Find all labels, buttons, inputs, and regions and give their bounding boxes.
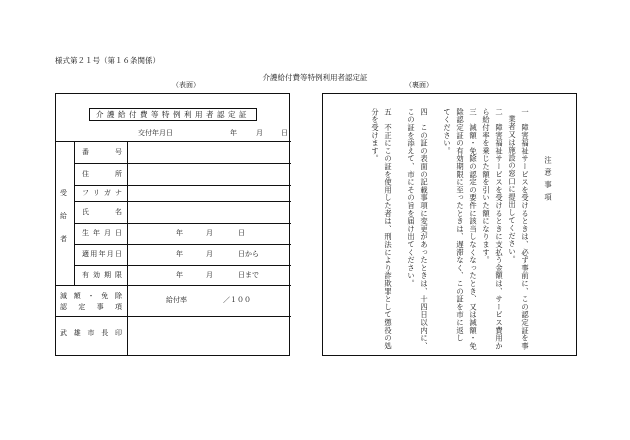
valid-month-unit: 月 bbox=[206, 271, 213, 279]
note-line-1: 一 障害福祉サービスを受けるときは、必ず事前に、この認定証を事 bbox=[521, 108, 530, 350]
issue-month-unit: 月 bbox=[256, 129, 263, 137]
valid-year-unit: 年 bbox=[176, 271, 183, 279]
front-card bbox=[55, 93, 290, 356]
issue-date-label: 交付年月日 bbox=[138, 129, 173, 137]
benefit-rate-label: 給付率 bbox=[166, 296, 187, 304]
certificate-title: 介護給付費等特例利用者認定証 bbox=[89, 108, 257, 121]
field-birth-date-label: 生年月日 bbox=[82, 229, 122, 237]
issue-year-unit: 年 bbox=[230, 129, 237, 137]
benefit-rate-suffix: ／１００ bbox=[223, 296, 251, 304]
recipient-group-label-3: 者 bbox=[60, 235, 67, 243]
note-line-6: 除認定証の有効期限に至ったときは、遅滞なく、この証を市に返し bbox=[456, 108, 465, 342]
note-line-3: 二 障害福祉サービスを受けるときに支払う金額は、サービス費用か bbox=[495, 108, 504, 350]
birth-year-unit: 年 bbox=[176, 229, 183, 237]
recipient-group-label-1: 受 bbox=[60, 189, 67, 197]
field-address-label: 住所 bbox=[82, 170, 122, 178]
applicable-from-unit: 日から bbox=[238, 250, 259, 258]
note-line-8: 四 この証の表面の記載事項に変更があったときは、十四日以内に、 bbox=[420, 108, 429, 350]
reduction-label-line-1: 減額・免除 bbox=[60, 292, 122, 300]
birth-month-unit: 月 bbox=[206, 229, 213, 237]
issue-day-unit: 日 bbox=[281, 129, 288, 137]
field-valid-until-label: 有効期限 bbox=[82, 271, 122, 279]
note-line-2: 業者又は施設の窓口に提出してください。 bbox=[508, 115, 517, 264]
note-line-9: この証を添えて、市にその旨を届け出てください。 bbox=[407, 108, 416, 288]
mayor-seal-label: 武雄市長印 bbox=[60, 329, 122, 337]
back-card bbox=[322, 93, 577, 356]
note-line-4: ら給付率を乗じた額を引いた額になります。 bbox=[482, 108, 491, 264]
field-furigana-label: フリガナ bbox=[82, 189, 122, 197]
applicable-month-unit: 月 bbox=[206, 250, 213, 258]
birth-day-unit: 日 bbox=[238, 229, 245, 237]
valid-until-unit: 日まで bbox=[238, 271, 259, 279]
back-side-label: （裏面） bbox=[405, 81, 433, 89]
form-number: 様式第２１号（第１６条関係） bbox=[55, 56, 160, 65]
note-line-5: 三 減額・免除の認定の要件に該当しなくなったとき、又は減額・免 bbox=[469, 108, 478, 350]
notes-title: 注意事項 bbox=[544, 156, 553, 206]
field-name-label: 氏名 bbox=[82, 208, 122, 216]
recipient-group-label-2: 給 bbox=[60, 212, 67, 220]
front-side-label: （表面） bbox=[172, 81, 200, 89]
field-applicable-date-label: 適用年月日 bbox=[82, 250, 122, 258]
note-line-7: てください。 bbox=[443, 108, 452, 155]
field-number-label: 番号 bbox=[82, 148, 122, 156]
applicable-year-unit: 年 bbox=[176, 250, 183, 258]
note-line-11: 分を受けます。 bbox=[371, 108, 380, 163]
document-title: 介護給付費等特例利用者認定証 bbox=[262, 73, 368, 82]
note-line-10: 五 不正にこの証を使用した者は、刑法により詐欺罪として懲役の処 bbox=[384, 108, 393, 350]
reduction-label-line-2: 認定事項 bbox=[60, 303, 122, 311]
